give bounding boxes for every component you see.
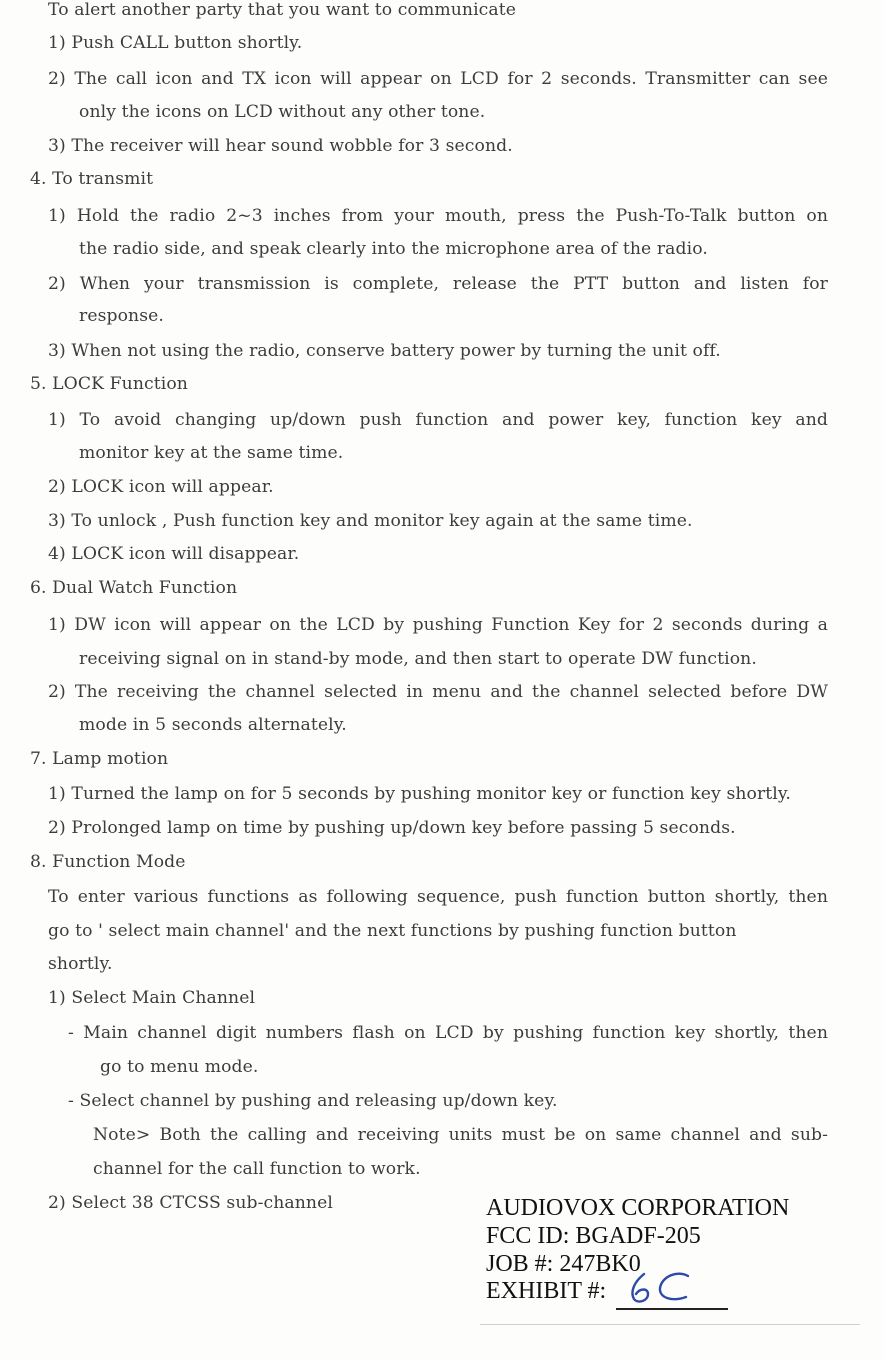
text-line: Note> Both the calling and receiving units must be on same channel and sub-	[93, 1125, 828, 1145]
section-heading: 4. To transmit	[30, 169, 154, 189]
text-line: 2) The receiving the channel selected in menu and the channel selected before DW	[48, 682, 828, 702]
text-line: To alert another party that you want to communicate	[48, 0, 517, 20]
text-line: monitor key at the same time.	[79, 443, 344, 463]
text-line: shortly.	[48, 954, 113, 974]
text-line: 1) Hold the radio 2~3 inches from your mouth, press the Push-To-Talk button on	[48, 206, 828, 226]
job-number: JOB #: 247BK0	[486, 1251, 641, 1277]
text-line: - Select channel by pushing and releasing up/down key.	[68, 1091, 558, 1111]
text-line: 4) LOCK icon will disappear.	[48, 544, 300, 564]
text-line: 3) To unlock , Push function key and monitor key again at the same time.	[48, 511, 693, 531]
section-heading: 8. Function Mode	[30, 852, 186, 872]
text-line: 2) Select 38 CTCSS sub-channel	[48, 1193, 333, 1213]
section-heading: 6. Dual Watch Function	[30, 578, 238, 598]
text-line: the radio side, and speak clearly into the microphone area of the radio.	[79, 239, 708, 259]
text-line: 2) Prolonged lamp on time by pushing up/down key before passing 5 seconds.	[48, 818, 736, 838]
text-line: channel for the call function to work.	[93, 1159, 421, 1179]
text-line: 3) When not using the radio, conserve battery power by turning the unit off.	[48, 341, 721, 361]
text-line: only the icons on LCD without any other tone.	[79, 102, 486, 122]
exhibit-number-handwritten	[616, 1268, 728, 1310]
section-heading: 7. Lamp motion	[30, 749, 169, 769]
text-line: 2) The call icon and TX icon will appear on LCD for 2 seconds. Transmitter can see	[48, 69, 828, 89]
text-line: mode in 5 seconds alternately.	[79, 715, 347, 735]
stamp-border	[480, 1324, 860, 1331]
text-line: 2) LOCK icon will appear.	[48, 477, 274, 497]
text-line: go to ' select main channel' and the next functions by pushing function button	[48, 921, 737, 941]
text-line: 3) The receiver will hear sound wobble for 3 second.	[48, 136, 513, 156]
text-line: 1) Push CALL button shortly.	[48, 33, 303, 53]
text-line: receiving signal on in stand-by mode, and then start to operate DW function.	[79, 649, 757, 669]
exhibit-label: EXHIBIT #:	[486, 1278, 607, 1304]
text-line: 1) Turned the lamp on for 5 seconds by pushing monitor key or function key shortly.	[48, 784, 791, 804]
text-line: response.	[79, 306, 164, 326]
section-heading: 5. LOCK Function	[30, 374, 188, 394]
company-name: AUDIOVOX CORPORATION	[486, 1195, 790, 1221]
text-line: - Main channel digit numbers flash on LCD by pushing function key shortly, then	[68, 1023, 828, 1043]
text-line: 1) Select Main Channel	[48, 988, 256, 1008]
handwritten-6c-mark	[622, 1268, 712, 1306]
text-line: 2) When your transmission is complete, release the PTT button and listen for	[48, 274, 828, 294]
text-line: 1) To avoid changing up/down push function and power key, function key and	[48, 410, 828, 430]
text-line: go to menu mode.	[100, 1057, 259, 1077]
fcc-id: FCC ID: BGADF-205	[486, 1223, 701, 1249]
text-line: 1) DW icon will appear on the LCD by pushing Function Key for 2 seconds during a	[48, 615, 828, 635]
text-line: To enter various functions as following sequence, push function button shortly, then	[48, 887, 828, 907]
